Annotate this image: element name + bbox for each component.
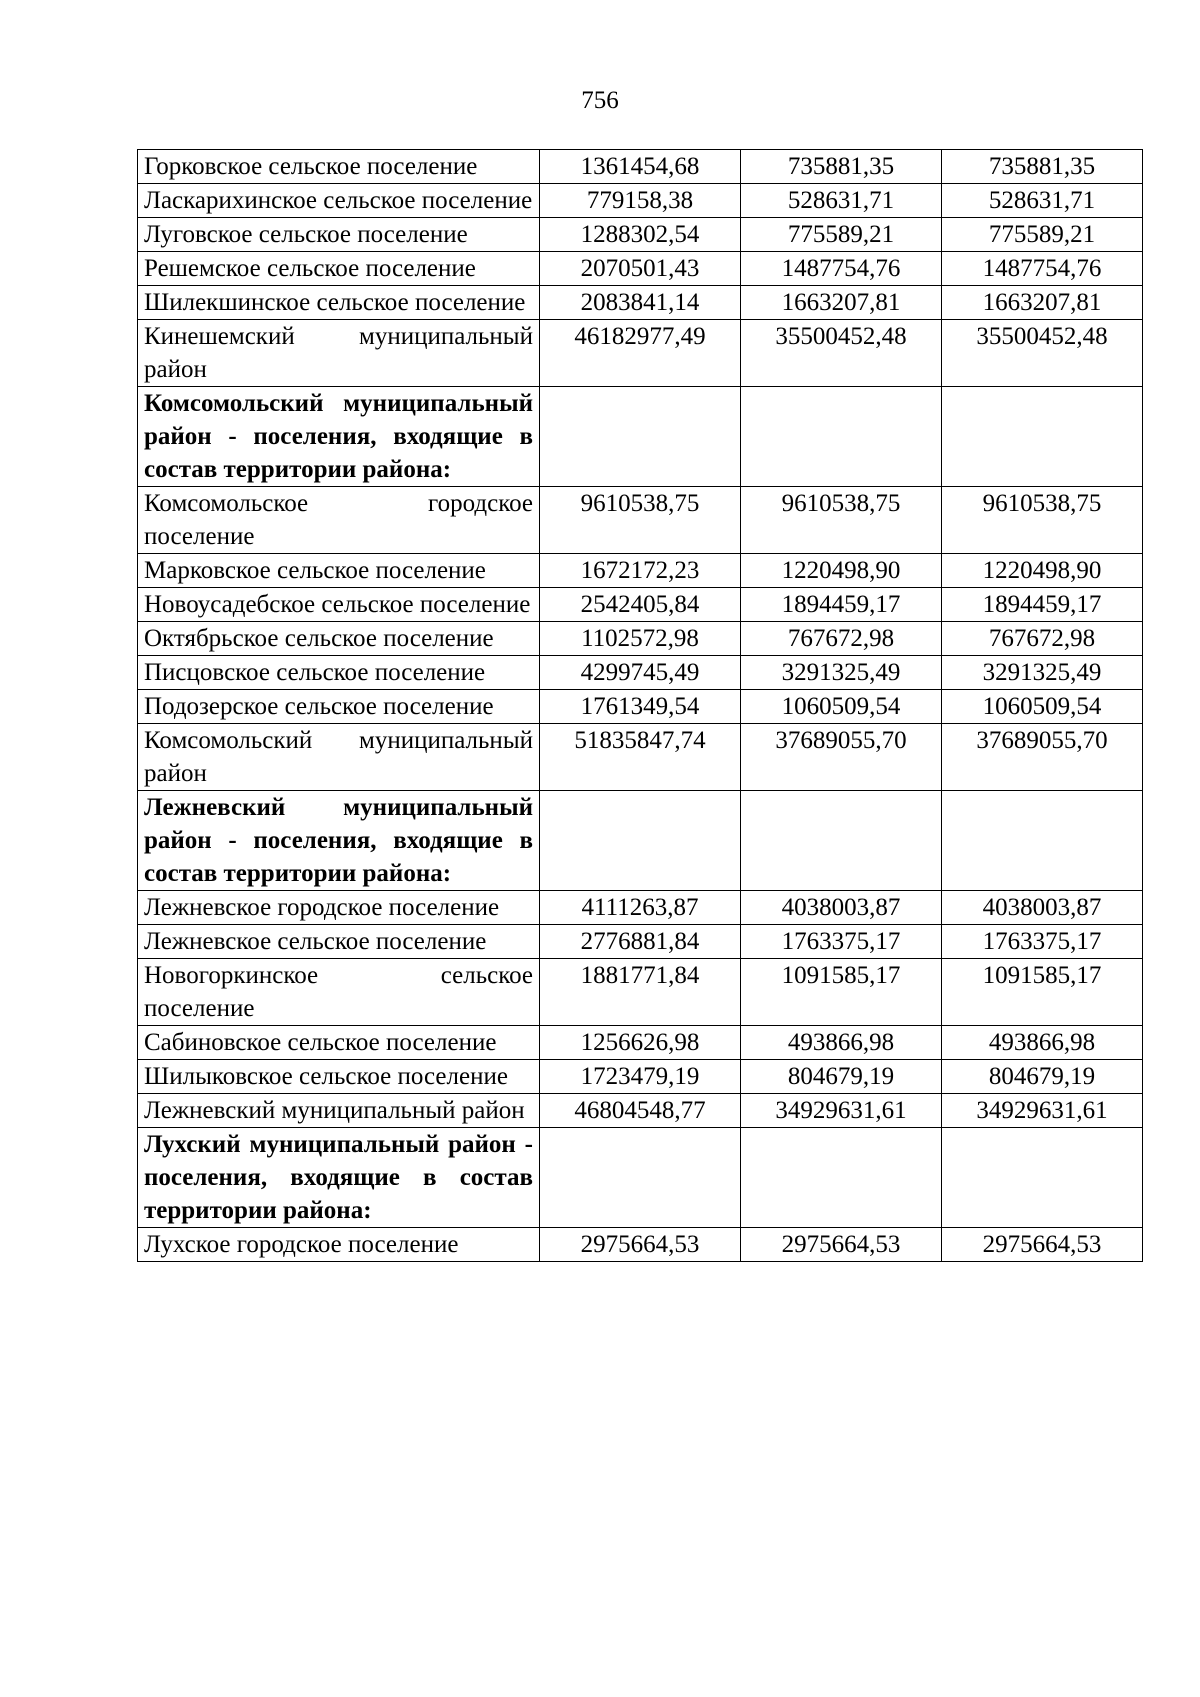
table-row	[138, 252, 1143, 286]
value-cell-3: 3291325,49	[942, 656, 1143, 690]
value-cell-2: 9610538,75	[741, 487, 942, 554]
value-cell-3: 775589,21	[942, 218, 1143, 252]
value-cell-2: 35500452,48	[741, 320, 942, 387]
value-cell-2: 1487754,76	[741, 252, 942, 286]
value-cell-2: 4038003,87	[741, 891, 942, 925]
value-cell-3: 2975664,53	[942, 1228, 1143, 1262]
value-cell-3: 37689055,70	[942, 724, 1143, 791]
value-cell-1: 779158,38	[540, 184, 741, 218]
value-cell-3: 1091585,17	[942, 959, 1143, 1026]
value-cell-1	[540, 387, 741, 487]
settlement-name-cell: Комсомольское городское поселение	[138, 487, 540, 554]
value-cell-3: 1763375,17	[942, 925, 1143, 959]
table-row	[138, 622, 1143, 656]
value-cell-3: 493866,98	[942, 1026, 1143, 1060]
value-cell-2: 735881,35	[741, 150, 942, 184]
table-row	[138, 554, 1143, 588]
value-cell-3: 1220498,90	[942, 554, 1143, 588]
value-cell-3: 35500452,48	[942, 320, 1143, 387]
value-cell-1: 1102572,98	[540, 622, 741, 656]
value-cell-2: 528631,71	[741, 184, 942, 218]
value-cell-1: 2542405,84	[540, 588, 741, 622]
section-header-cell: Лежневский муниципальный район - поселения, входящие в состав территории района:	[138, 791, 540, 891]
value-cell-1: 1881771,84	[540, 959, 741, 1026]
settlement-name-cell: Лежневский муниципальный район	[138, 1094, 540, 1128]
value-cell-2: 1763375,17	[741, 925, 942, 959]
table-row	[138, 588, 1143, 622]
value-cell-2: 1091585,17	[741, 959, 942, 1026]
value-cell-3: 34929631,61	[942, 1094, 1143, 1128]
value-cell-3: 1894459,17	[942, 588, 1143, 622]
value-cell-1: 1672172,23	[540, 554, 741, 588]
value-cell-3: 1663207,81	[942, 286, 1143, 320]
value-cell-1: 2975664,53	[540, 1228, 741, 1262]
value-cell-1: 46804548,77	[540, 1094, 741, 1128]
value-cell-2	[741, 387, 942, 487]
value-cell-3: 1487754,76	[942, 252, 1143, 286]
value-cell-3: 735881,35	[942, 150, 1143, 184]
value-cell-1: 1256626,98	[540, 1026, 741, 1060]
settlement-name-cell: Октябрьское сельское поселение	[138, 622, 540, 656]
value-cell-2	[741, 791, 942, 891]
table-row	[138, 690, 1143, 724]
settlement-name-cell: Луговское сельское поселение	[138, 218, 540, 252]
value-cell-3: 9610538,75	[942, 487, 1143, 554]
value-cell-2: 37689055,70	[741, 724, 942, 791]
table-body	[138, 150, 1143, 1262]
value-cell-1: 2083841,14	[540, 286, 741, 320]
settlement-name-cell: Горковское сельское поселение	[138, 150, 540, 184]
value-cell-2: 34929631,61	[741, 1094, 942, 1128]
value-cell-1: 46182977,49	[540, 320, 741, 387]
table-row	[138, 184, 1143, 218]
settlement-name-cell: Сабиновское сельское поселение	[138, 1026, 540, 1060]
section-header-cell: Комсомольский муниципальный район - поселения, входящие в состав территории района:	[138, 387, 540, 487]
value-cell-2: 767672,98	[741, 622, 942, 656]
settlement-name-cell: Лежневское сельское поселение	[138, 925, 540, 959]
value-cell-2: 1220498,90	[741, 554, 942, 588]
value-cell-2: 804679,19	[741, 1060, 942, 1094]
table-row	[138, 724, 1143, 791]
value-cell-3	[942, 1128, 1143, 1228]
value-cell-2: 775589,21	[741, 218, 942, 252]
value-cell-2: 493866,98	[741, 1026, 942, 1060]
value-cell-3: 4038003,87	[942, 891, 1143, 925]
table-row	[138, 656, 1143, 690]
value-cell-3: 767672,98	[942, 622, 1143, 656]
value-cell-2: 1663207,81	[741, 286, 942, 320]
value-cell-1: 2776881,84	[540, 925, 741, 959]
table-row	[138, 1060, 1143, 1094]
settlement-name-cell: Шилекшинское сельское поселение	[138, 286, 540, 320]
table-row	[138, 218, 1143, 252]
value-cell-1: 1761349,54	[540, 690, 741, 724]
value-cell-1	[540, 1128, 741, 1228]
settlement-name-cell: Марковское сельское поселение	[138, 554, 540, 588]
settlement-name-cell: Кинешемский муниципальный район	[138, 320, 540, 387]
value-cell-3	[942, 387, 1143, 487]
settlement-name-cell: Новогоркинское сельское поселение	[138, 959, 540, 1026]
table-row	[138, 487, 1143, 554]
value-cell-1: 2070501,43	[540, 252, 741, 286]
table-row	[138, 925, 1143, 959]
value-cell-3: 528631,71	[942, 184, 1143, 218]
settlement-name-cell: Ласкарихинское сельское поселение	[138, 184, 540, 218]
table-row	[138, 1228, 1143, 1262]
value-cell-3: 1060509,54	[942, 690, 1143, 724]
value-cell-2: 1060509,54	[741, 690, 942, 724]
value-cell-2: 1894459,17	[741, 588, 942, 622]
value-cell-1: 9610538,75	[540, 487, 741, 554]
table-row	[138, 891, 1143, 925]
table-row	[138, 1026, 1143, 1060]
table-row	[138, 286, 1143, 320]
value-cell-2: 2975664,53	[741, 1228, 942, 1262]
value-cell-3: 804679,19	[942, 1060, 1143, 1094]
section-header-cell: Лухский муниципальный район - поселения, входящие в состав территории района:	[138, 1128, 540, 1228]
value-cell-3	[942, 791, 1143, 891]
table-row	[138, 1094, 1143, 1128]
settlement-name-cell: Лежневское городское поселение	[138, 891, 540, 925]
page-number: 756	[581, 87, 619, 114]
section-header-row	[138, 1128, 1143, 1228]
section-header-row	[138, 791, 1143, 891]
value-cell-1: 1361454,68	[540, 150, 741, 184]
settlement-name-cell: Новоусадебское сельское поселение	[138, 588, 540, 622]
settlement-name-cell: Писцовское сельское поселение	[138, 656, 540, 690]
value-cell-2: 3291325,49	[741, 656, 942, 690]
value-cell-1: 4111263,87	[540, 891, 741, 925]
settlement-name-cell: Подозерское сельское поселение	[138, 690, 540, 724]
value-cell-1	[540, 791, 741, 891]
table-row	[138, 150, 1143, 184]
settlement-name-cell: Решемское сельское поселение	[138, 252, 540, 286]
settlement-name-cell: Лухское городское поселение	[138, 1228, 540, 1262]
value-cell-2	[741, 1128, 942, 1228]
section-header-row	[138, 387, 1143, 487]
settlement-name-cell: Комсомольский муниципальный район	[138, 724, 540, 791]
table-row	[138, 959, 1143, 1026]
value-cell-1: 1723479,19	[540, 1060, 741, 1094]
value-cell-1: 1288302,54	[540, 218, 741, 252]
value-cell-1: 4299745,49	[540, 656, 741, 690]
budget-table	[137, 149, 1143, 1262]
value-cell-1: 51835847,74	[540, 724, 741, 791]
table-row	[138, 320, 1143, 387]
settlement-name-cell: Шилыковское сельское поселение	[138, 1060, 540, 1094]
